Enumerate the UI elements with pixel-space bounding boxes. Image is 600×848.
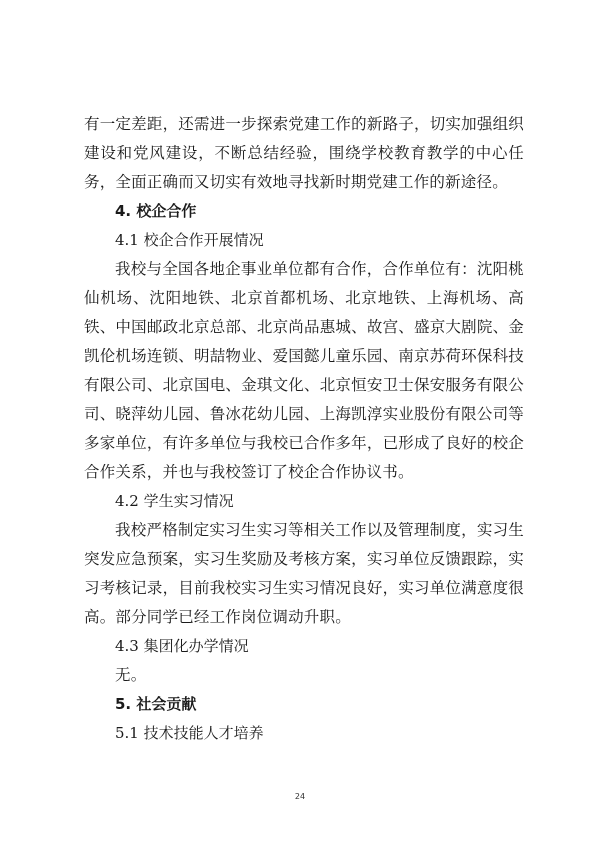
paragraph-group-schooling: 无。	[115, 666, 147, 684]
page-number: 24	[294, 792, 306, 801]
paragraph-cooperation-partners: 我校与全国各地企事业单位都有合作，合作单位有：沈阳桃仙机场、沈阳地铁、北京首都机场、北京地铁、上海机场、高铁、中国邮政北京总部、北京尚品惠城、故宫、盛京大剧院、金凯伦机场连锁、明喆物业、爱国懿儿童乐园、南京苏荷环保科技有限公司、北京国电、金琪文化、北京恒安卫士保安服务有限公司、晓萍幼儿园、鲁冰花幼儿园、上海凯淳实业股份有限公司等多家单位，有许多单位与我校已合作多年，已形成了良好的校企合作关系，并也与我校签订了校企合作协议书。	[84, 260, 524, 481]
paragraph-party-building: 有一定差距，还需进一步探索党建工作的新路子，切实加强组织建设和党风建设，不断总结经验，围绕学校教育教学的中心任务，全面正确而又切实有效地寻找新时期党建工作的新途径。	[84, 115, 524, 191]
section-heading-social-contribution: 5. 社会贡献	[115, 695, 197, 713]
section-heading-school-enterprise: 4. 校企合作	[115, 202, 197, 220]
subheading-talent-training: 5.1 技术技能人才培养	[115, 724, 264, 742]
subheading-group-schooling: 4.3 集团化办学情况	[115, 637, 249, 655]
document-body	[84, 110, 524, 748]
subheading-cooperation-status: 4.1 校企合作开展情况	[115, 231, 264, 249]
subheading-internship-status: 4.2 学生实习情况	[115, 492, 234, 510]
paragraph-internship: 我校严格制定实习生实习等相关工作以及管理制度，实习生突发应急预案，实习生奖励及考核方案，实习单位反馈跟踪，实习考核记录，目前我校实习生实习情况良好，实习单位满意度很高。部分同学已经工作岗位调动升职。	[84, 521, 524, 626]
